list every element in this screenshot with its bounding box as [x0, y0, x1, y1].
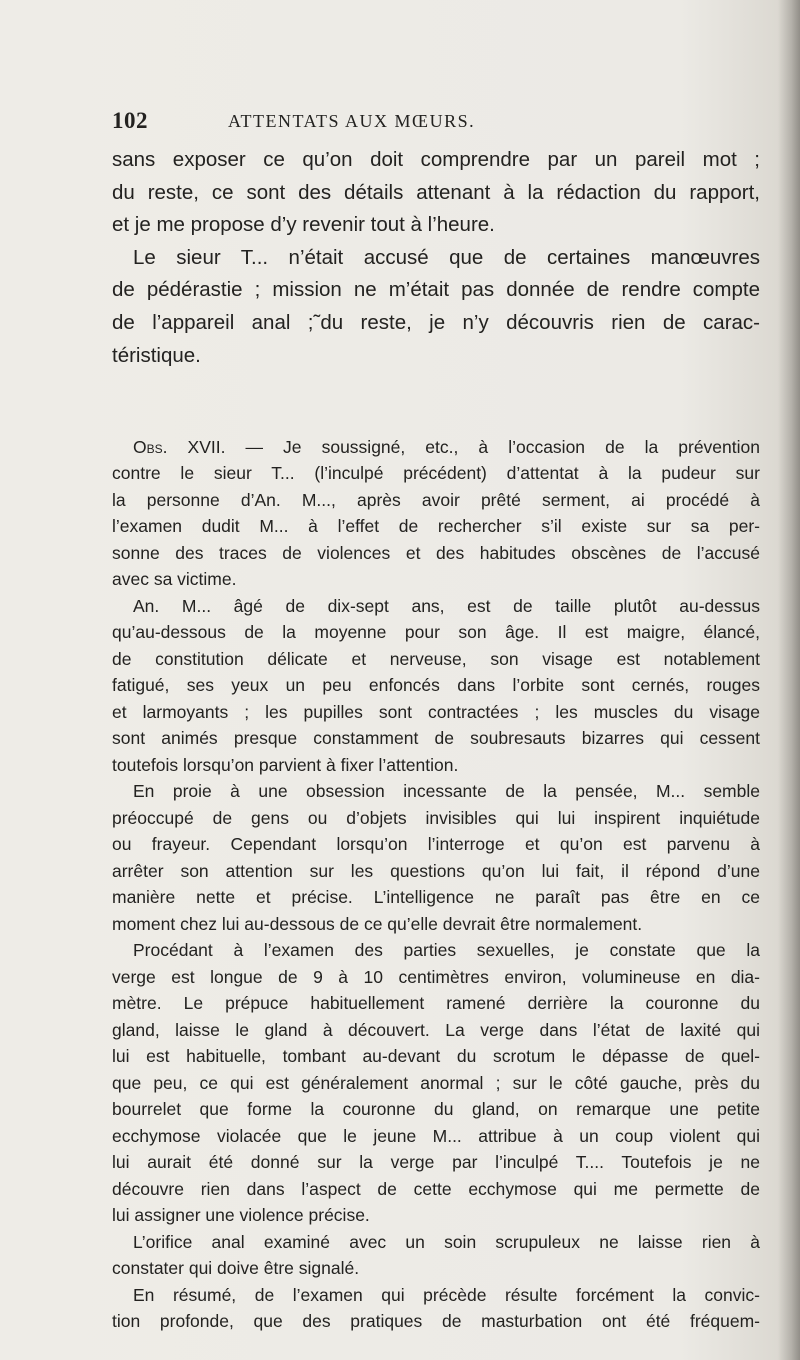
text-line: de l’appareil anal ;˜du reste, je n’y découvris rien de carac- [112, 310, 760, 334]
text-line: sont animés presque constamment de soubresauts bizarres qui cessent [112, 728, 760, 749]
text-line: An. M... âgé de dix-sept ans, est de taille plutôt au-dessus [133, 595, 760, 616]
text-line: En résumé, de l’examen qui précède résulte forcément la convic- [133, 1284, 760, 1305]
page-header [0, 108, 800, 134]
text-line: Procédant à l’examen des parties sexuelles, je constate que la [133, 940, 760, 961]
text-line: la personne d’An. M..., après avoir prêté serment, ai procédé à [112, 489, 760, 510]
paragraph-top [112, 144, 760, 372]
text-line: de constitution délicate et nerveuse, son visage est notablement [112, 648, 760, 669]
text-line: tion profonde, que des pratiques de masturbation ont été fréquem- [112, 1310, 760, 1331]
text-line: fatigué, ses yeux un peu enfoncés dans l’orbite sont cernés, rouges [112, 675, 760, 696]
text-line: manière nette et précise. L’intelligence ne paraît pas être en ce [112, 887, 760, 908]
text-line: L’orifice anal examiné avec un soin scrupuleux ne laisse rien à [133, 1231, 760, 1252]
text-line: ecchymose violacée que le jeune M... attribue à un coup violent qui [112, 1125, 760, 1146]
text-line: En proie à une obsession incessante de la pensée, M... semble [133, 781, 760, 802]
text-line: gland, laisse le gland à découvert. La verge dans l’état de laxité qui [112, 1019, 760, 1040]
text-line: téristique. [112, 343, 201, 367]
page-number: 102 [112, 108, 148, 133]
text-line: mètre. Le prépuce habituellement ramené derrière la couronne du [112, 993, 760, 1014]
text-line: découvre rien dans l’aspect de cette ecchymose qui me permette de [112, 1178, 760, 1199]
text-line: lui est habituelle, tombant au-devant du scrotum le dépasse de quel- [112, 1046, 760, 1067]
text-line: moment chez lui au-dessous de ce qu’elle devrait être normalement. [112, 913, 643, 934]
page-edge-shadow [778, 0, 800, 1360]
observation-label: Obs. XVII. [133, 437, 226, 457]
text-line: que peu, ce qui est généralement anormal ; sur le côté gauche, près du [112, 1072, 760, 1093]
text-line: avec sa victime. [112, 569, 237, 590]
text-line: Le sieur T... n’était accusé que de certaines manœuvres [133, 245, 760, 269]
text-line: qu’au-dessous de la moyenne pour son âge. Il est maigre, élancé, [112, 622, 760, 643]
text-line: arrêter son attention sur les questions qu’on lui fait, il répond d’une [112, 860, 760, 881]
text-line: sonne des traces de violences et des habitudes obscènes de l’accusé [112, 542, 760, 563]
text-line: sans exposer ce qu’on doit comprendre par un pareil mot ; [112, 148, 760, 171]
text-line: lui aurait été donné sur la verge par l’inculpé T.... Toutefois je ne [112, 1152, 760, 1173]
text-line: bourrelet que forme la couronne du gland, on remarque une petite [112, 1099, 760, 1120]
running-title: ATTENTATS AUX MŒURS. [228, 111, 476, 131]
text-line: verge est longue de 9 à 10 centimètres environ, volumineuse en dia- [112, 966, 760, 987]
text-line: préoccupé de gens ou d’objets invisibles qui lui inspirent inquiétude [112, 807, 760, 828]
text-line: et larmoyants ; les pupilles sont contractées ; les muscles du visage [112, 701, 760, 722]
text-line: ou frayeur. Cependant lorsqu’on l’interroge et qu’on est parvenu à [112, 834, 760, 855]
text-line: et je me propose d’y revenir tout à l’heure. [112, 213, 495, 237]
text-line: toutefois lorsqu’on parvient à fixer l’attention. [112, 754, 459, 775]
text-line: du reste, ce sont des détails attenant à la rédaction du rapport, [112, 180, 760, 204]
observation-intro: — Je soussigné, etc., à l’occasion de la prévention [225, 437, 760, 457]
text-line: de pédérastie ; mission ne m’était pas donnée de rendre compte [112, 278, 760, 302]
text-line: contre le sieur T... (l’inculpé précédent) d’attentat à la pudeur sur [112, 463, 760, 484]
observation-first-line [112, 434, 760, 460]
text-line: l’examen dudit M... à l’effet de rechercher s’il existe sur sa per- [112, 516, 760, 537]
text-line: constater qui doive être signalé. [112, 1258, 360, 1279]
observation-block [112, 434, 760, 1334]
text-line: lui assigner une violence précise. [112, 1205, 370, 1226]
